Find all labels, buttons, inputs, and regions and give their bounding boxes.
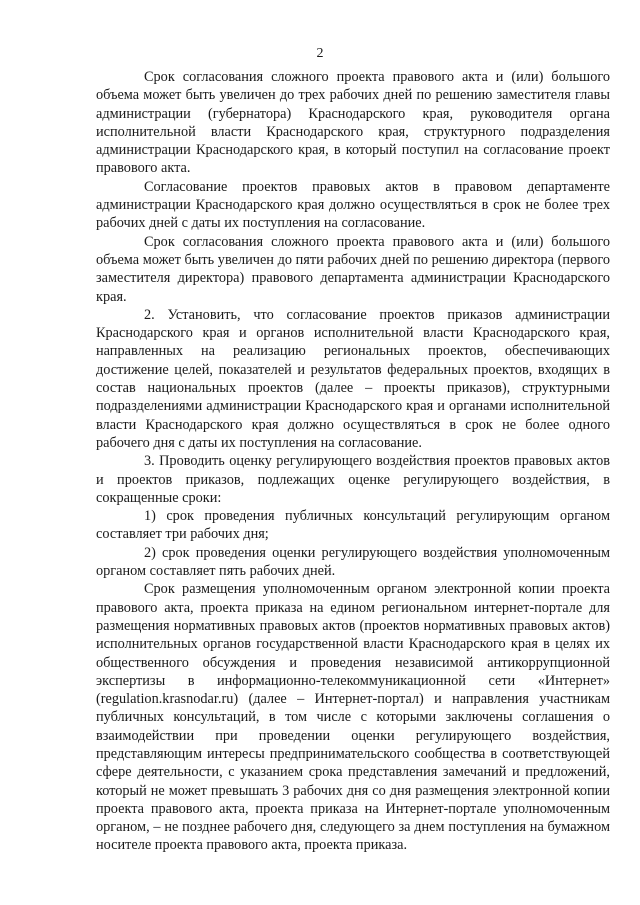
paragraph-subitem-2: 2) срок проведения оценки регулирующего воздействия уполномоченным органом составляет пять рабочих дней.	[96, 544, 610, 580]
paragraph-item-3: 3. Проводить оценку регулирующего воздействия проектов правовых актов и проектов приказов, подлежащих оценке регулирующего воздействия, в сокращенные сроки:	[96, 453, 610, 506]
paragraph-item-2: 2. Установить, что согласование проектов приказов администрации Краснодарского края и органов исполнительной власти Краснодарского края, направленных на реализацию региональных проектов, обеспечивающих достижение целей, показателей и результатов федеральных проектов, входящих в состав национальных проектов (далее – проекты приказов), структурными подразделениями администрации Краснодарского края и органами исполнительной власти Краснодарского края должно осуществляться в срок не более одного рабочего дня с даты их поступления на согласование.	[96, 306, 610, 451]
paragraph-publication-term: Срок размещения уполномоченным органом электронной копии проекта правового акта, проекта приказа на едином региональном интернет-портале для размещения нормативных правовых актов (проектов нормативных правовых актов) исполнительных органов государственной власти Краснодарского края в целях их общественного обсуждения и проведения независимой антикоррупционной экспертизы в информационно-телекоммуникационной сети «Интернет» (regulation.krasnodar.ru) (далее – Интернет-портал) и направления участникам публичных консультаций, в том числе с которыми заключены соглашения о взаимодействии при проведении оценки регулирующего воздействия, представляющим интересы предпринимательского сообщества в соответствующей сфере деятельности, с указанием срока представления замечаний и предложений, который не может превышать 3 рабочих дня со дня размещения электронной копии проекта правового акта, проекта приказа на Интернет-портале уполномоченным органом, – не позднее рабочего дня, следующего за днем поступления на бумажном носителе проекта правового акта, проекта приказа.	[96, 581, 610, 854]
page-number: 2	[316, 46, 324, 61]
document-body	[96, 68, 610, 855]
paragraph-term-complex-project: Срок согласования сложного проекта правового акта и (или) большого объема может быть увеличен до трех рабочих дней по решению заместителя главы администрации (губернатора) Краснодарского края, руководителя органа исполнительной власти Краснодарского края, структурного подразделения администрации Краснодарского края, в который поступил на согласование проект правового акта.	[96, 69, 610, 177]
paragraph-legal-department-approval: Согласование проектов правовых актов в правовом департаменте администрации Краснодарского края должно осуществляться в срок не более трех рабочих дней с даты их поступления на согласование.	[96, 178, 610, 232]
paragraph-legal-department-extension: Срок согласования сложного проекта правового акта и (или) большого объема может быть увеличен до пяти рабочих дней по решению директора (первого заместителя директора) правового департамента администрации Краснодарского края.	[96, 233, 610, 305]
paragraph-subitem-1: 1) срок проведения публичных консультаций регулирующим органом составляет три рабочих дня;	[96, 508, 610, 543]
